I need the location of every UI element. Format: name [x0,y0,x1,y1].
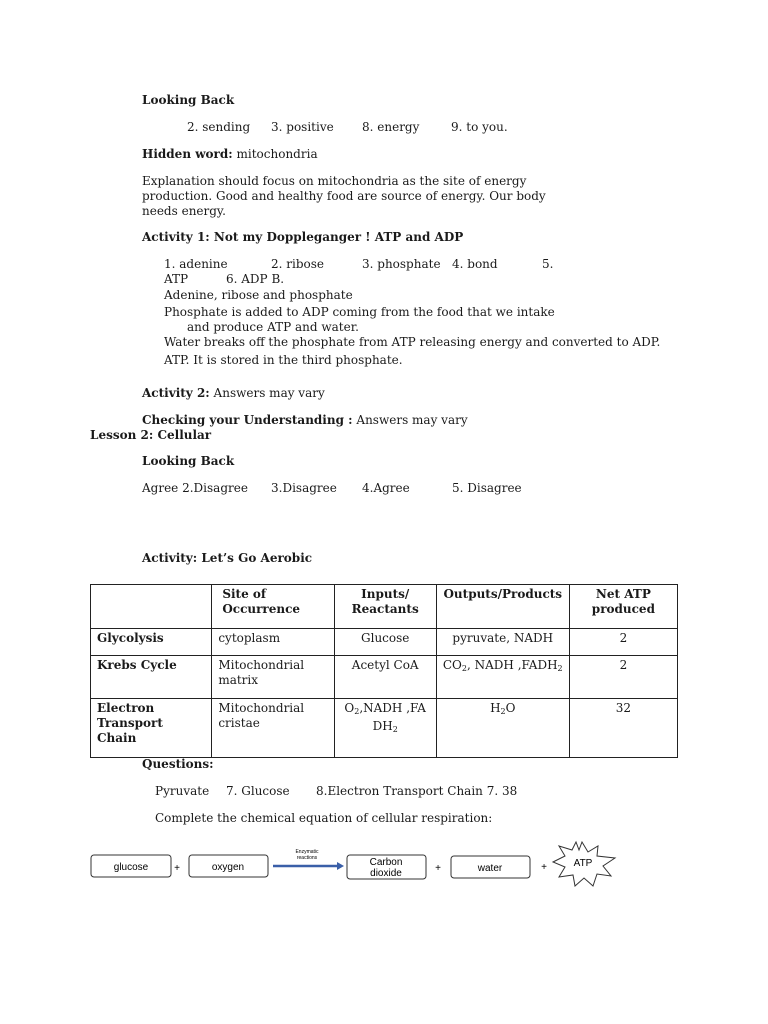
table-cell-site: cytoplasm [212,629,334,656]
activity-aerobic-heading: Activity: Let’s Go Aerobic [142,551,313,565]
water-label: water [477,863,503,874]
activity1-answer: 4. bond [452,257,498,271]
respiration-table [90,584,678,758]
lesson2-answer: 3.Disagree [271,481,337,495]
table-cell-site: Mitochondrial cristae [212,699,334,758]
question-answer: 8.Electron Transport Chain 7. 38 [316,784,518,798]
activity1-answer: ATP [164,272,189,286]
question-answer: 7. Glucose [226,784,290,798]
activity1-line: Water breaks off the phosphate from ATP releasing energy and converted to ADP. [164,335,661,349]
activity2 [142,386,325,401]
activity1-answer: 5. [542,257,554,271]
activity1-line: ATP. It is stored in the third phosphate. [164,353,403,367]
water-box [451,856,530,878]
plus-sign: + [435,863,441,874]
activity1-line: and produce ATP and water. [187,320,359,334]
reaction-arrow [273,849,344,870]
oxygen-label: oxygen [211,862,245,873]
activity1-answer: 3. phosphate [362,257,441,271]
table-cell-stage: Krebs Cycle [91,656,212,699]
hidden-word [142,147,318,162]
table-cell-atp: 2 [569,656,677,699]
glucose-label: glucose [113,862,149,873]
activity1-answer: 6. ADP B. [226,272,285,286]
activity2-value: Answers may vary [209,386,325,400]
table-cell-site: Mitochondrial matrix [212,656,334,699]
arrow-label: reactions [296,855,318,861]
explanation-line: needs energy. [142,204,226,218]
looking-back-heading: Looking Back [142,93,235,107]
table-row [91,629,678,656]
table-cell-outputs: pyruvate, NADH [436,629,569,656]
activity1-answer: 1. adenine [164,257,228,271]
table-row [91,656,678,699]
plus-sign: + [174,863,180,874]
lesson2-answer: 5. Disagree [452,481,522,495]
oxygen-box [189,855,268,877]
table-cell-inputs: Glucose [334,629,436,656]
plus-sign: + [541,862,547,873]
table-header-cell: Site of Occurrence [212,585,334,629]
table-header-cell: Net ATP produced [569,585,677,629]
explanation-line: production. Good and healthy food are source of energy. Our body [142,189,546,203]
lesson2-looking-back-heading: Looking Back [142,454,235,468]
activity1-heading: Activity 1: Not my Doppleganger ! ATP and ADP [142,230,464,244]
equation-prompt: Complete the chemical equation of cellular respiration: [155,811,493,825]
checking-label: Checking your Understanding : [142,413,353,427]
table-cell-inputs: Acetyl CoA [334,656,436,699]
lesson2-answer: 4.Agree [362,481,410,495]
carbon-dioxide-label: dioxide [370,868,402,879]
atp-starburst [553,842,615,886]
checking-understanding [142,413,468,428]
looking-back-answer: 3. positive [271,120,334,134]
table-cell-atp: 32 [569,699,677,758]
question-answer: Pyruvate [155,784,210,798]
carbon-dioxide-box [347,855,426,879]
table-cell-atp: 2 [569,629,677,656]
questions-heading: Questions: [142,757,214,771]
table-header-row [91,585,678,629]
respiration-equation-diagram [85,840,625,890]
looking-back-answer: 2. sending [187,120,251,134]
glucose-box [91,855,171,877]
table-header-cell: Inputs/ Reactants [334,585,436,629]
activity1-line: Phosphate is added to ADP coming from the food that we intake [164,305,555,319]
looking-back-answer: 9. to you. [451,120,508,134]
explanation-line: Explanation should focus on mitochondria as the site of energy [142,174,527,188]
table-header-cell [91,585,212,629]
hidden-word-label: Hidden word: [142,147,233,161]
table-cell-stage: Electron Transport Chain [91,699,212,758]
table-cell-stage: Glycolysis [91,629,212,656]
table-header-cell: Outputs/Products [436,585,569,629]
activity1-answer: 2. ribose [271,257,325,271]
lesson2-answer: Agree 2.Disagree [142,481,248,495]
lesson2-heading: Lesson 2: Cellular [90,428,212,442]
checking-value: Answers may vary [352,413,468,427]
hidden-word-value: mitochondria [232,147,318,161]
atp-label: ATP [573,858,593,869]
table-cell-outputs: $H_2O$ [436,699,569,758]
activity2-label: Activity 2: [142,386,210,400]
table-cell-inputs: $O_2,NADH$ ,FA $DH_2$ [334,699,436,758]
arrow-label: Enzymatic [295,849,319,855]
carbon-dioxide-label: Carbon [369,857,403,868]
looking-back-answer: 8. energy [362,120,420,134]
activity1-line: Adenine, ribose and phosphate [164,288,353,302]
table-cell-outputs: $CO_2$, NADH $,FADH_2$ [436,656,569,699]
table-row [91,699,678,758]
